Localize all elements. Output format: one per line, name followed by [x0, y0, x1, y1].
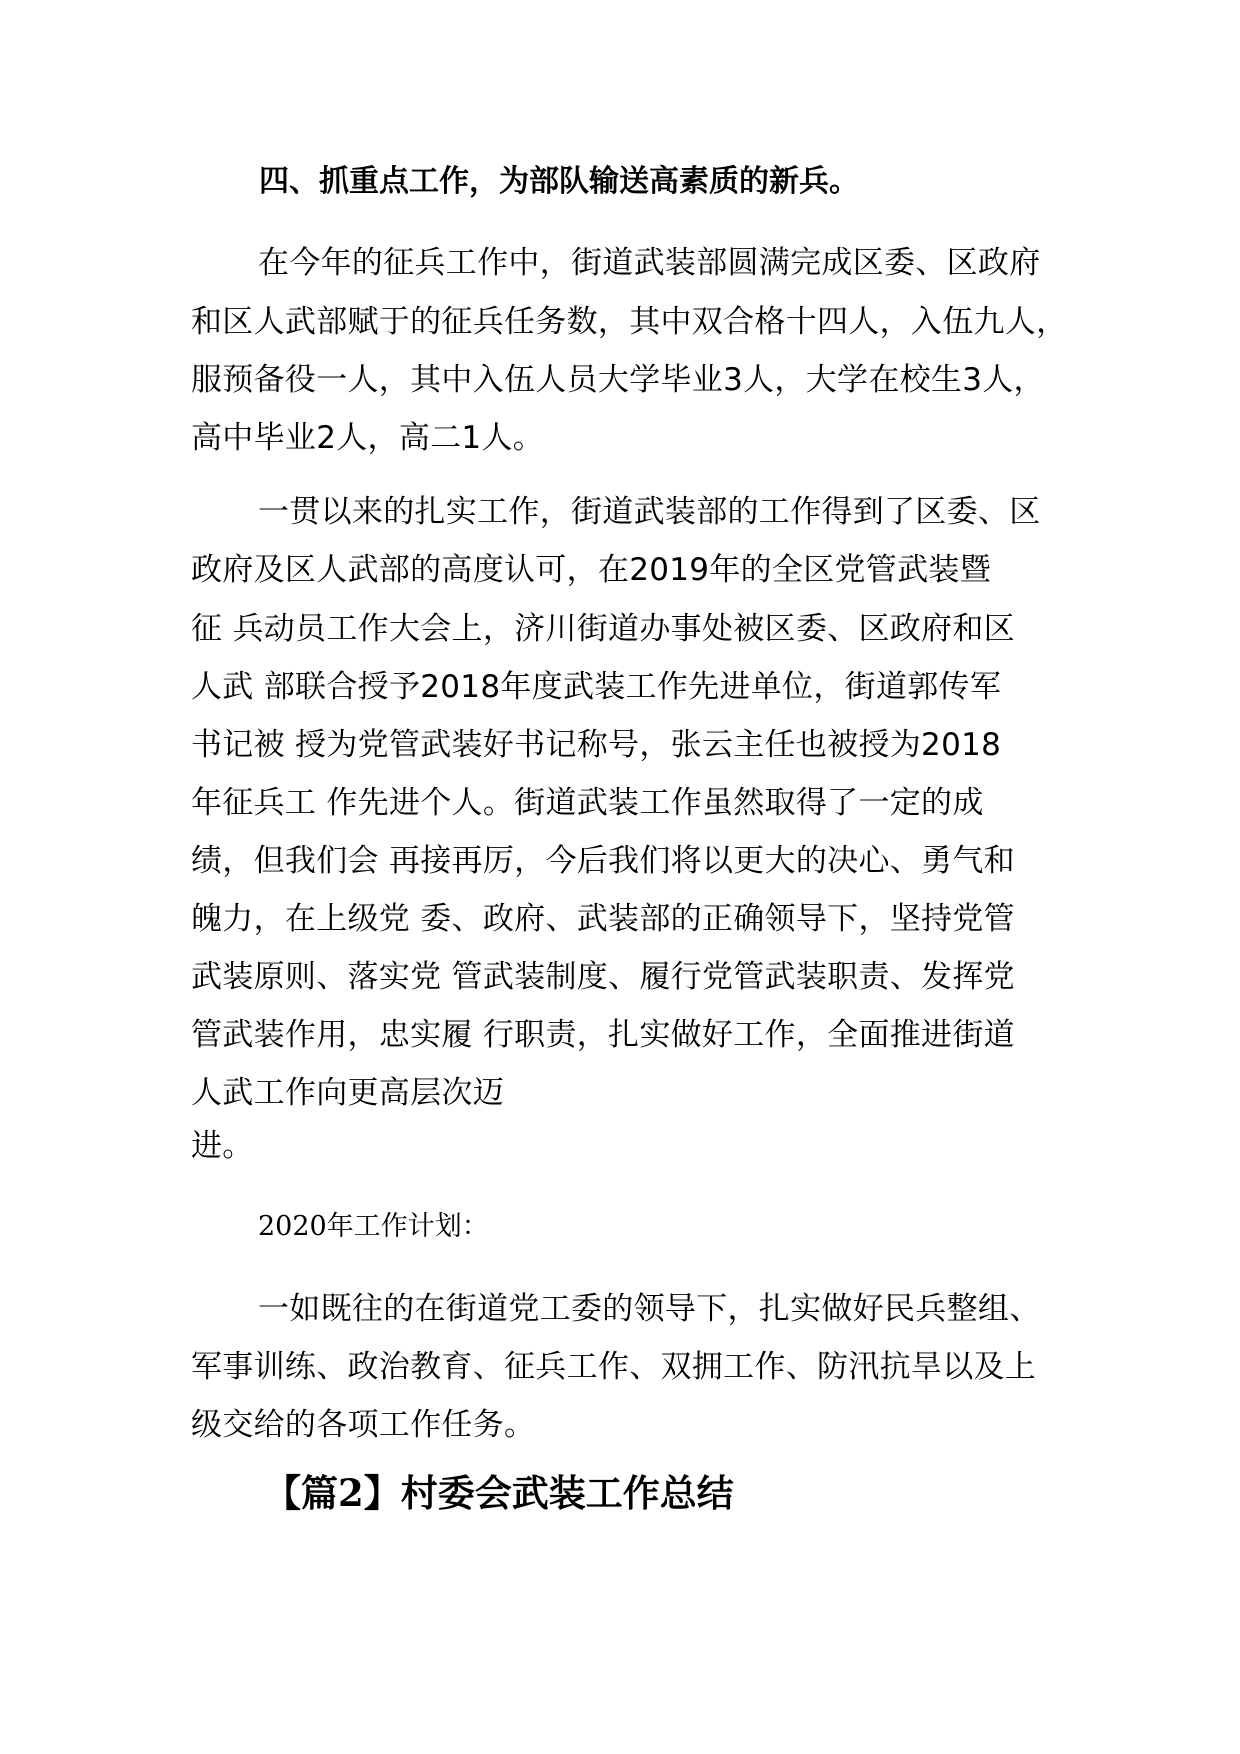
paragraph-line: 一贯以来的扎实工作，街道武装部的工作得到了区委、区	[258, 494, 1041, 530]
paragraph-line: 军事训练、政治教育、征兵工作、双拥工作、防汛抗旱以及上	[191, 1349, 1037, 1385]
plan-heading: 2020年工作计划：	[258, 1211, 489, 1242]
paragraph-line: 武装原则、落实党 管武装制度、履行党管武装职责、发挥党	[191, 959, 1015, 995]
paragraph-line: 政府及区人武部的高度认可，在2019年的全区党管武装暨	[191, 552, 991, 588]
paragraph-line: 高中毕业2人，高二1人。	[191, 420, 545, 456]
paragraph-line: 管武装作用，忠实履 行职责，扎实做好工作，全面推进街道	[191, 1017, 1015, 1053]
paragraph-line: 绩，但我们会 再接再厉，今后我们将以更大的决心、勇气和	[191, 843, 1015, 879]
paragraph-line: 人武 部联合授予2018年度武装工作先进单位，街道郭传军	[191, 669, 1002, 705]
paragraph-line: 人武工作向更高层次迈	[191, 1075, 504, 1111]
section-title: 【篇2】村委会武装工作总结	[264, 1471, 734, 1515]
paragraph-line: 征 兵动员工作大会上，济川街道办事处被区委、区政府和区	[191, 611, 1015, 647]
paragraph-line: 和区人武部赋于的征兵任务数，其中双合格十四人，入伍九人，	[191, 304, 1068, 340]
paragraph-line: 服预备役一人，其中入伍人员大学毕业3人，大学在校生3人，	[191, 362, 1045, 398]
paragraph-line: 级交给的各项工作任务。	[191, 1407, 536, 1443]
paragraph-line: 年征兵工 作先进个人。街道武装工作虽然取得了一定的成	[191, 785, 984, 821]
paragraph-line: 魄力，在上级党 委、政府、武装部的正确领导下，坚持党管	[191, 901, 1015, 937]
paragraph-line: 在今年的征兵工作中，街道武装部圆满完成区委、区政府	[258, 245, 1041, 281]
paragraph-line: 书记被 授为党管武装好书记称号，张云主任也被授为2018	[191, 727, 1002, 763]
section-heading: 四、抓重点工作，为部队输送高素质的新兵。	[259, 164, 859, 199]
paragraph-line: 进。	[191, 1128, 254, 1164]
paragraph-line: 一如既往的在街道党工委的领导下，扎实做好民兵整组、	[258, 1291, 1041, 1327]
